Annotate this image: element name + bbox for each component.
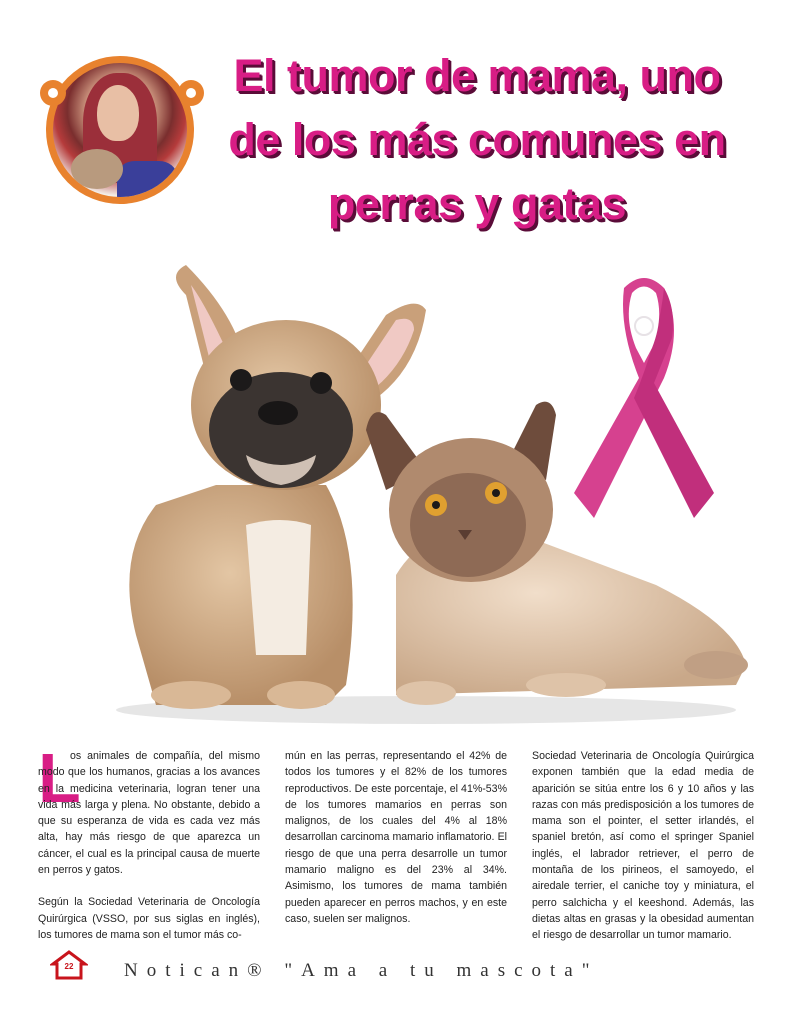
text-column-1 bbox=[38, 739, 260, 959]
author-pet bbox=[71, 149, 123, 189]
paragraph: Sociedad Veterinaria de Oncología Quirúrgica exponen también que la edad media de aparición se sitúa entre los 6 y 10 años y las razas con más predisposición a los tumores de mama son el pointer, el setter irlandés, el spaniel bretón, así como el springer Spaniel inglés, el labrador retriever, el perro de montaña de los pirineos, el samoyedo, el airedale terrier, el caniche toy y miniatura, el perro salchicha y el keeshond. Además, las dietas altas en grasas y la obesidad aumentan el riesgo de desarrollar un tumor mamario. bbox=[532, 750, 754, 942]
author-shirt bbox=[117, 161, 177, 204]
footer-tagline: Notican® "Ama a tu mascota" bbox=[124, 960, 599, 981]
text-column-2 bbox=[285, 748, 507, 943]
author-frame-dot-right bbox=[178, 80, 204, 106]
author-frame-dot-left bbox=[40, 80, 66, 106]
article-title: El tumor de mama, uno de los más comunes en perras y gatas bbox=[228, 50, 726, 229]
text-column-3 bbox=[532, 748, 754, 960]
drop-cap-letter: L bbox=[38, 739, 81, 817]
paragraph: mún en las perras, representando el 42% de todos los tumores y el 82% de los tumores reproductivos. De este porcentaje, el 41%-53% de los tumores mamarios en perras son malignos, de los cuales del 4% al 18% desarrollan carcinoma mamario inflamatorio. El riesgo de que una perra desarrolle un tumor mamario maligno es del 23% al 34%. Asimismo, los tumores de mama también pueden aparecer en perros machos, y en este caso, suelen ser malignos. bbox=[285, 750, 507, 925]
paragraph: Según la Sociedad Veterinaria de Oncología Quirúrgica (VSSO, por sus siglas en inglés), los tumores de mama son el tumor más co- bbox=[38, 896, 260, 941]
author-face bbox=[97, 85, 139, 141]
paragraph: os animales de compañía, del mismo modo que los humanos, gracias a los avances en la medicina veterinaria, logran tener una vida más larga y plena. No obstante, debido a que su esperanza de vida es cada vez más alta, hay más riesgo de que aparezca un cáncer, el cual es la principal causa de muerte en perros y gatos. bbox=[38, 750, 260, 877]
french-bulldog bbox=[129, 265, 426, 709]
pink-ribbon-icon bbox=[564, 268, 724, 528]
author-photo bbox=[46, 56, 194, 204]
page-number: 22 bbox=[64, 962, 74, 971]
